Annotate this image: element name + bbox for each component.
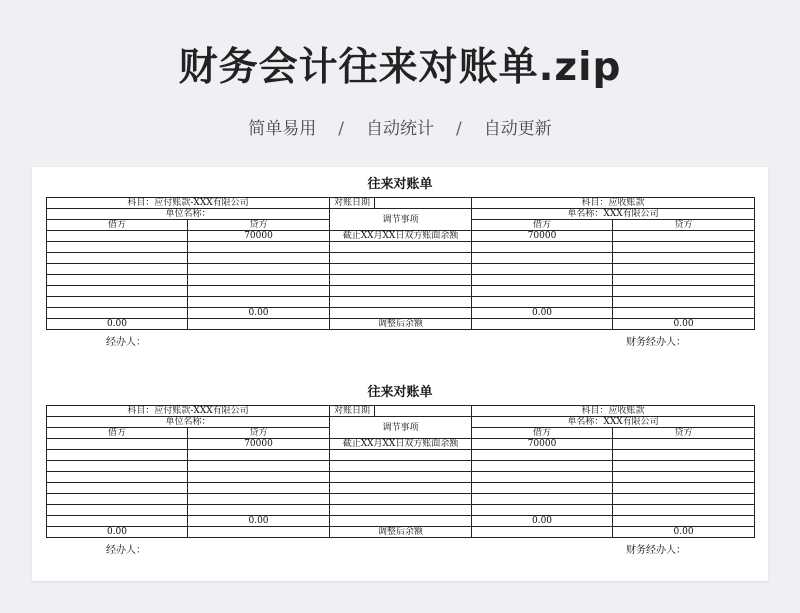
- right-credit-cell[interactable]: [613, 275, 755, 286]
- adjust-item-cell[interactable]: 调整后余额: [330, 527, 472, 538]
- left-debit-cell[interactable]: [47, 472, 188, 483]
- spreadsheet-preview: [32, 167, 768, 581]
- left-debit-cell[interactable]: [47, 483, 188, 494]
- right-credit-header: 贷方: [613, 428, 755, 439]
- date-value-input[interactable]: [375, 198, 471, 208]
- table-row: [47, 198, 755, 209]
- left-debit-cell[interactable]: [47, 286, 188, 297]
- adjust-item-cell[interactable]: [330, 253, 472, 264]
- statement-title: 往来对账单: [367, 385, 433, 400]
- right-debit-cell[interactable]: [472, 253, 613, 264]
- left-debit-cell[interactable]: [47, 450, 188, 461]
- right-debit-cell[interactable]: [472, 505, 613, 516]
- left-debit-cell[interactable]: [47, 308, 188, 319]
- adjust-item-cell[interactable]: [330, 242, 472, 253]
- right-debit-cell[interactable]: [472, 242, 613, 253]
- left-credit-cell[interactable]: [188, 494, 330, 505]
- left-debit-cell[interactable]: [47, 275, 188, 286]
- table-row: [47, 483, 755, 494]
- left-debit-cell[interactable]: [47, 242, 188, 253]
- left-debit-cell[interactable]: [47, 297, 188, 308]
- table-row: [47, 527, 755, 538]
- left-debit-cell[interactable]: [47, 516, 188, 527]
- table-row: [47, 319, 755, 330]
- left-debit-cell[interactable]: [47, 439, 188, 450]
- left-credit-cell[interactable]: 70000: [188, 231, 330, 242]
- table-row: [47, 264, 755, 275]
- date-cell: [330, 198, 472, 209]
- right-unit-cell[interactable]: 单名称：XXX有限公司: [472, 209, 755, 220]
- adjust-item-cell[interactable]: [330, 516, 472, 527]
- left-credit-cell[interactable]: [188, 253, 330, 264]
- handler-label: 经办人：: [106, 337, 146, 348]
- adjust-item-cell[interactable]: [330, 275, 472, 286]
- adjust-item-cell[interactable]: [330, 494, 472, 505]
- left-debit-cell[interactable]: [47, 253, 188, 264]
- left-debit-cell[interactable]: [47, 494, 188, 505]
- right-debit-cell[interactable]: [472, 461, 613, 472]
- right-credit-cell[interactable]: [613, 264, 755, 275]
- left-debit-cell[interactable]: 0.00: [47, 527, 188, 538]
- left-debit-cell[interactable]: [47, 264, 188, 275]
- statement-block-1: [46, 173, 754, 346]
- tag-separator: /: [456, 119, 462, 139]
- right-credit-cell[interactable]: 0.00: [613, 527, 755, 538]
- right-credit-cell[interactable]: [613, 505, 755, 516]
- right-credit-cell[interactable]: [613, 253, 755, 264]
- right-credit-cell[interactable]: [613, 231, 755, 242]
- right-subject-cell[interactable]: 科目：应收账款: [472, 198, 755, 209]
- right-credit-cell[interactable]: [613, 297, 755, 308]
- left-debit-cell[interactable]: [47, 505, 188, 516]
- statement-title: 往来对账单: [367, 177, 433, 192]
- adjust-item-cell[interactable]: [330, 483, 472, 494]
- table-row: [47, 231, 755, 242]
- table-row: [47, 286, 755, 297]
- left-credit-cell[interactable]: [188, 242, 330, 253]
- left-credit-cell[interactable]: [188, 297, 330, 308]
- adjust-item-cell[interactable]: [330, 472, 472, 483]
- date-cell: [330, 406, 472, 417]
- tag-auto-update: 自动更新: [483, 119, 552, 139]
- left-credit-cell[interactable]: [188, 461, 330, 472]
- table-row: [47, 297, 755, 308]
- adjust-item-cell[interactable]: [330, 286, 472, 297]
- left-credit-cell[interactable]: 0.00: [188, 516, 330, 527]
- right-debit-cell[interactable]: 70000: [472, 439, 613, 450]
- handler-label: 经办人：: [106, 545, 146, 556]
- table-row: [47, 209, 755, 220]
- tag-easy: 简单易用: [248, 119, 317, 139]
- table-row: [47, 516, 755, 527]
- adjust-item-cell[interactable]: [330, 308, 472, 319]
- adjust-item-cell[interactable]: 截止XX月XX日双方账面余额: [330, 439, 472, 450]
- page-title: 财务会计往来对账单.zip: [178, 45, 622, 90]
- right-credit-cell[interactable]: [613, 242, 755, 253]
- table-row: [47, 450, 755, 461]
- right-credit-cell[interactable]: [613, 450, 755, 461]
- right-unit-cell[interactable]: 单名称：XXX有限公司: [472, 417, 755, 428]
- left-credit-cell[interactable]: [188, 472, 330, 483]
- right-debit-cell[interactable]: 70000: [472, 231, 613, 242]
- right-debit-cell[interactable]: [472, 494, 613, 505]
- date-value-input[interactable]: [375, 406, 471, 416]
- left-credit-cell[interactable]: [188, 483, 330, 494]
- table-row: [47, 253, 755, 264]
- table-row: [47, 439, 755, 450]
- adjust-item-cell[interactable]: [330, 450, 472, 461]
- left-credit-cell[interactable]: 0.00: [188, 308, 330, 319]
- left-debit-header: 借方: [47, 428, 188, 439]
- left-credit-header: 贷方: [188, 220, 330, 231]
- right-credit-cell[interactable]: [613, 461, 755, 472]
- table-row: [47, 505, 755, 516]
- right-debit-cell[interactable]: [472, 297, 613, 308]
- statement-table: [46, 405, 755, 538]
- left-subject-cell[interactable]: 科目：应付账款-XXX有限公司: [47, 198, 330, 209]
- adjust-item-cell[interactable]: [330, 505, 472, 516]
- adjust-header-cell: 调节事项: [330, 209, 472, 231]
- adjust-item-cell[interactable]: [330, 264, 472, 275]
- left-debit-cell[interactable]: [47, 461, 188, 472]
- right-debit-cell[interactable]: [472, 472, 613, 483]
- right-debit-cell[interactable]: 0.00: [472, 516, 613, 527]
- table-row: [47, 275, 755, 286]
- table-row: [47, 472, 755, 483]
- left-debit-cell[interactable]: 0.00: [47, 319, 188, 330]
- statement-table: [46, 197, 755, 330]
- right-credit-cell[interactable]: [613, 439, 755, 450]
- tag-separator: /: [338, 119, 344, 139]
- right-debit-cell[interactable]: 0.00: [472, 308, 613, 319]
- right-debit-cell[interactable]: [472, 319, 613, 330]
- signature-row: [46, 538, 754, 554]
- adjust-item-cell[interactable]: 截止XX月XX日双方账面余额: [330, 231, 472, 242]
- right-debit-cell[interactable]: [472, 264, 613, 275]
- right-debit-cell[interactable]: [472, 450, 613, 461]
- signature-row: [46, 330, 754, 346]
- adjust-item-cell[interactable]: [330, 461, 472, 472]
- adjust-item-cell[interactable]: 调整后余额: [330, 319, 472, 330]
- table-row: [47, 461, 755, 472]
- right-debit-header: 借方: [472, 220, 613, 231]
- left-credit-cell[interactable]: [188, 264, 330, 275]
- left-credit-cell[interactable]: 70000: [188, 439, 330, 450]
- right-debit-cell[interactable]: [472, 286, 613, 297]
- right-debit-header: 借方: [472, 428, 613, 439]
- left-credit-cell[interactable]: [188, 319, 330, 330]
- left-debit-cell[interactable]: [47, 231, 188, 242]
- table-row: [47, 242, 755, 253]
- adjust-header-cell: 调节事项: [330, 417, 472, 439]
- right-credit-cell[interactable]: 0.00: [613, 319, 755, 330]
- left-debit-header: 借方: [47, 220, 188, 231]
- left-credit-header: 贷方: [188, 428, 330, 439]
- right-credit-cell[interactable]: [613, 516, 755, 527]
- table-row: [47, 417, 755, 428]
- tagline: [0, 114, 800, 139]
- left-subject-cell[interactable]: 科目：应付账款-XXX有限公司: [47, 406, 330, 417]
- right-subject-cell[interactable]: 科目：应收账款: [472, 406, 755, 417]
- right-debit-cell[interactable]: [472, 527, 613, 538]
- right-credit-cell[interactable]: [613, 286, 755, 297]
- left-credit-cell[interactable]: [188, 527, 330, 538]
- right-debit-cell[interactable]: [472, 483, 613, 494]
- finance-handler-label: 财务经办人：: [626, 337, 686, 348]
- left-credit-cell[interactable]: [188, 275, 330, 286]
- finance-handler-label: 财务经办人：: [626, 545, 686, 556]
- date-label: 对账日期: [330, 198, 375, 208]
- right-credit-cell[interactable]: [613, 494, 755, 505]
- left-unit-cell[interactable]: 单位名称：: [47, 417, 330, 428]
- right-debit-cell[interactable]: [472, 275, 613, 286]
- right-credit-cell[interactable]: [613, 308, 755, 319]
- table-row: [47, 494, 755, 505]
- date-label: 对账日期: [330, 406, 375, 416]
- left-credit-cell[interactable]: [188, 450, 330, 461]
- right-credit-cell[interactable]: [613, 472, 755, 483]
- adjust-item-cell[interactable]: [330, 297, 472, 308]
- statement-block-2: [46, 381, 754, 554]
- right-credit-header: 贷方: [613, 220, 755, 231]
- left-credit-cell[interactable]: [188, 286, 330, 297]
- left-credit-cell[interactable]: [188, 505, 330, 516]
- right-credit-cell[interactable]: [613, 483, 755, 494]
- tag-auto-stats: 自动统计: [366, 119, 434, 139]
- left-unit-cell[interactable]: 单位名称：: [47, 209, 330, 220]
- table-row: [47, 406, 755, 417]
- table-row: [47, 308, 755, 319]
